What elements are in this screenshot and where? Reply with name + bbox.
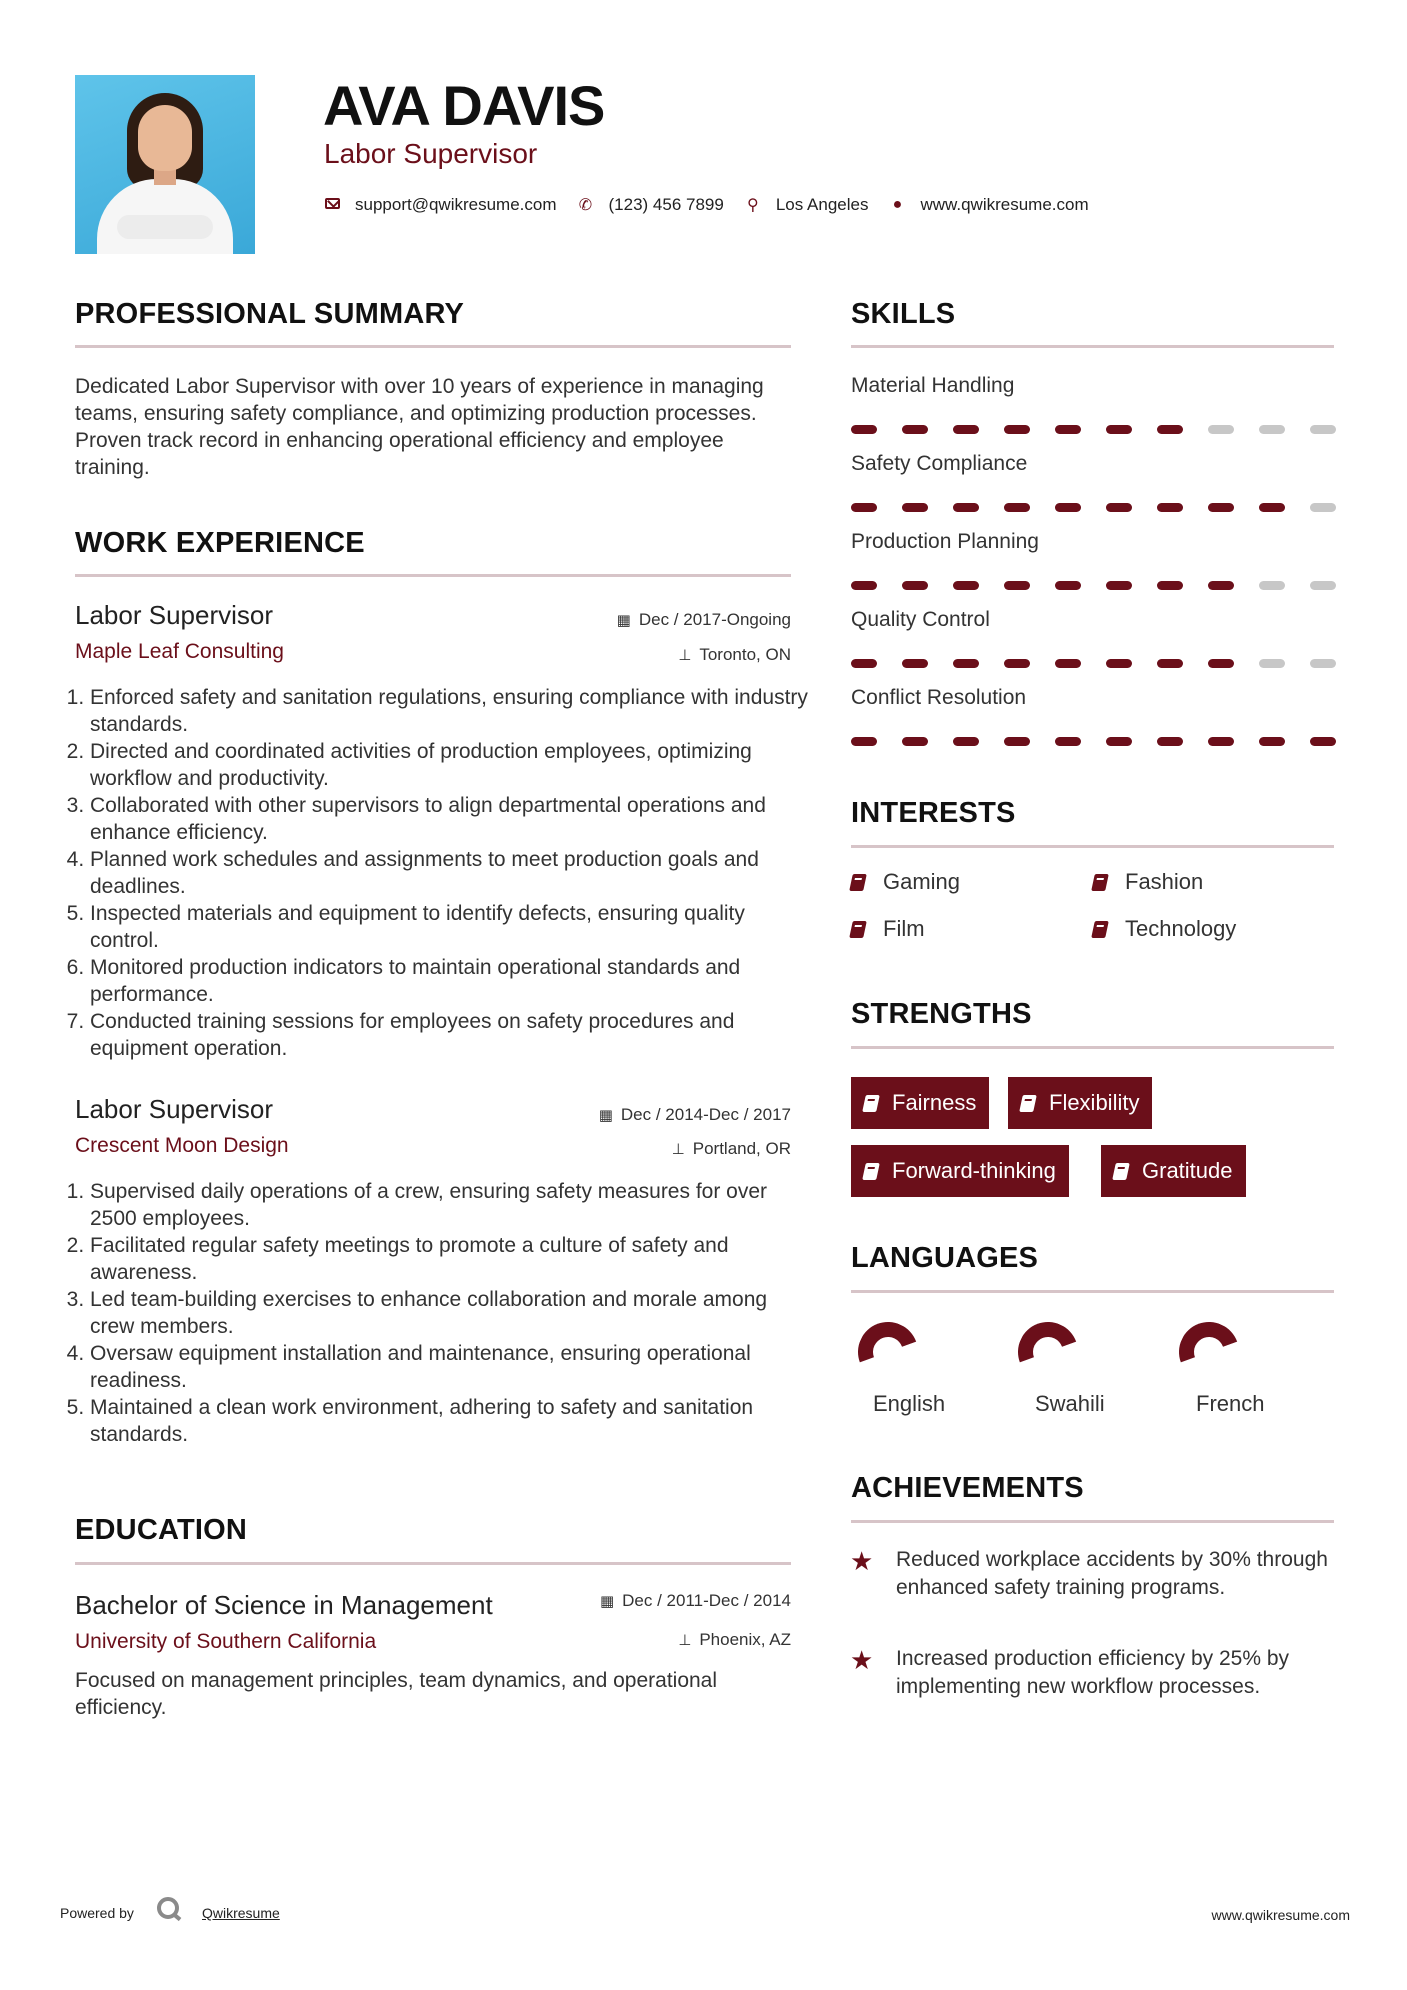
- skill-dot-empty: [1310, 581, 1336, 590]
- skill-dot-filled: [1106, 503, 1132, 512]
- language-label: Swahili: [1035, 1391, 1105, 1416]
- interests-heading: INTERESTS: [851, 797, 1016, 829]
- calendar-icon: ▦: [616, 612, 631, 629]
- book-icon: [1091, 874, 1109, 891]
- strength-tag: [1101, 1145, 1246, 1197]
- job-location-text: Toronto, ON: [699, 645, 791, 664]
- interest-item: [851, 869, 960, 895]
- strength-label: Forward-thinking: [892, 1158, 1056, 1183]
- degree-title: Bachelor of Science in Management: [75, 1590, 493, 1620]
- experience-divider: [75, 574, 791, 577]
- skill-dot-filled: [953, 425, 979, 434]
- languages-heading: LANGUAGES: [851, 1242, 1039, 1274]
- book-icon: [849, 921, 867, 938]
- education-description: Focused on management principles, team dynamics, and operational efficiency.: [75, 1669, 718, 1719]
- language-proficiency-ring: [1008, 1312, 1088, 1392]
- achievements-divider: [851, 1520, 1334, 1523]
- skill-dot-filled: [1157, 737, 1183, 746]
- contact-email[interactable]: [323, 195, 557, 215]
- profile-photo: [75, 75, 255, 254]
- skill-dot-filled: [902, 659, 928, 668]
- strength-tag: [851, 1077, 989, 1129]
- education-location-text: Phoenix, AZ: [699, 1630, 791, 1649]
- list-item: 6. Monitored production indicators to maintain operational standards and performance.: [90, 954, 809, 1008]
- skill-dot-filled: [1157, 425, 1183, 434]
- list-item: 7. Conducted training sessions for employees on safety procedures and equipment operation.: [90, 1008, 809, 1062]
- star-icon: ★: [850, 1546, 874, 1576]
- skill-meter: [851, 425, 1336, 434]
- skill-dot-empty: [1310, 425, 1336, 434]
- interest-label: Gaming: [883, 869, 961, 894]
- education-dates-text: Dec / 2011-Dec / 2014: [622, 1591, 791, 1610]
- job-company: Maple Leaf Consulting: [75, 640, 284, 663]
- interest-label: Fashion: [1125, 869, 1204, 894]
- skill-dot-filled: [902, 737, 928, 746]
- skill-dot-filled: [851, 503, 877, 512]
- star-icon: ★: [850, 1645, 874, 1675]
- skill-meter: [851, 581, 1336, 590]
- skill-meter: [851, 503, 1336, 512]
- language-label: French: [1196, 1391, 1265, 1416]
- skill-dot-filled: [1004, 659, 1030, 668]
- job-dates-text: Dec / 2017-Ongoing: [638, 610, 791, 629]
- footer-website[interactable]: www.qwikresume.com: [1211, 1907, 1350, 1923]
- education-divider: [75, 1562, 791, 1565]
- skill-dot-filled: [1004, 503, 1030, 512]
- skill-dot-filled: [1106, 659, 1132, 668]
- interest-item: [1093, 869, 1203, 895]
- skill-dot-filled: [1208, 503, 1234, 512]
- skill-dot-filled: [1055, 659, 1081, 668]
- pin-icon: ⊥: [678, 647, 692, 664]
- contact-bar: [323, 193, 1109, 217]
- job-title: Labor Supervisor: [75, 600, 273, 630]
- achievement-text: Increased production efficiency by 25% by implementing new workflow processes.: [896, 1647, 1290, 1698]
- strengths-divider: [851, 1046, 1334, 1049]
- strength-tag: [1008, 1077, 1152, 1129]
- strength-tag: [851, 1145, 1069, 1197]
- skill-meter: [851, 659, 1336, 668]
- skill-dot-filled: [1310, 737, 1336, 746]
- pin-icon: ⊥: [678, 1632, 692, 1649]
- summary-divider: [75, 345, 791, 348]
- qwikresume-logo-icon: [157, 1897, 179, 1919]
- qwikresume-link[interactable]: Qwikresume: [202, 1905, 280, 1921]
- book-icon: [849, 874, 867, 891]
- skill-dot-empty: [1259, 425, 1285, 434]
- strength-label: Flexibility: [1049, 1090, 1140, 1115]
- envelope-icon: [323, 196, 341, 214]
- job-location-text: Portland, OR: [692, 1139, 791, 1158]
- job-dates: [617, 610, 791, 630]
- skill-dot-filled: [851, 581, 877, 590]
- skill-dot-filled: [1259, 737, 1285, 746]
- skill-dot-filled: [1055, 425, 1081, 434]
- interest-label: Film: [883, 916, 925, 941]
- skill-dot-filled: [1055, 503, 1081, 512]
- skill-dot-filled: [1055, 581, 1081, 590]
- skill-dot-empty: [1310, 503, 1336, 512]
- list-item: 4. Planned work schedules and assignments to meet production goals and deadlines.: [90, 846, 809, 900]
- skill-dot-filled: [1106, 425, 1132, 434]
- skill-dot-filled: [1259, 503, 1285, 512]
- skills-heading: SKILLS: [851, 298, 956, 330]
- education-heading: EDUCATION: [75, 1514, 248, 1546]
- skill-meter: [851, 737, 1336, 746]
- skill-dot-filled: [1004, 581, 1030, 590]
- map-pin-icon: ⚲: [746, 197, 759, 214]
- book-icon: [862, 1095, 880, 1112]
- skill-dot-filled: [1157, 581, 1183, 590]
- skill-dot-filled: [1106, 581, 1132, 590]
- job-location: [672, 1139, 791, 1159]
- job-bullets: [72, 1178, 809, 1448]
- experience-heading: WORK EXPERIENCE: [75, 527, 365, 559]
- list-item: 2. Facilitated regular safety meetings to promote a culture of safety and awareness.: [90, 1232, 809, 1286]
- pin-icon: ⊥: [671, 1141, 685, 1158]
- powered-by-label: Powered by: [60, 1905, 134, 1921]
- strength-label: Gratitude: [1142, 1158, 1233, 1183]
- list-item: 1. Supervised daily operations of a crew, ensuring safety measures for over 2500 employees.: [90, 1178, 809, 1232]
- skill-dot-filled: [1157, 659, 1183, 668]
- book-icon: [862, 1163, 880, 1180]
- skill-dot-filled: [851, 659, 877, 668]
- interests-divider: [851, 845, 1334, 848]
- job-dates: [599, 1105, 791, 1125]
- strength-label: Fairness: [892, 1090, 977, 1115]
- skill-label: Conflict Resolution: [851, 686, 1027, 709]
- book-icon: [1091, 921, 1109, 938]
- skill-label: Material Handling: [851, 374, 1015, 397]
- phone-text: (123) 456 7899: [608, 195, 724, 214]
- summary-text: Dedicated Labor Supervisor with over 10 years of experience in managing teams, ensuring safety compliance, and optimizing production processes. Proven track record in enhancing operational efficiency and employee training.: [75, 375, 764, 479]
- contact-location: [744, 195, 869, 215]
- skill-dot-empty: [1259, 581, 1285, 590]
- skill-dot-filled: [902, 425, 928, 434]
- candidate-name: AVA DAVIS: [323, 74, 605, 137]
- list-item: 5. Inspected materials and equipment to identify defects, ensuring quality control.: [90, 900, 809, 954]
- interest-label: Technology: [1125, 916, 1237, 941]
- skill-dot-filled: [851, 737, 877, 746]
- skill-dot-empty: [1310, 659, 1336, 668]
- skill-dot-filled: [953, 737, 979, 746]
- language-label: English: [873, 1391, 946, 1416]
- skill-dot-filled: [1055, 737, 1081, 746]
- list-item: 4. Oversaw equipment installation and maintenance, ensuring operational readiness.: [90, 1340, 809, 1394]
- list-item: 2. Directed and coordinated activities of production employees, optimizing workflow and productivity.: [90, 738, 809, 792]
- list-item: 1. Enforced safety and sanitation regulations, ensuring compliance with industry standards.: [90, 684, 809, 738]
- skill-dot-filled: [953, 659, 979, 668]
- contact-website[interactable]: [888, 195, 1088, 215]
- skill-dot-filled: [1157, 503, 1183, 512]
- job-title: Labor Supervisor: [75, 1094, 273, 1124]
- interest-item: [1093, 916, 1236, 942]
- job-location: [678, 645, 791, 665]
- skill-dot-filled: [1004, 737, 1030, 746]
- skill-dot-filled: [953, 503, 979, 512]
- list-item: 5. Maintained a clean work environment, adhering to safety and sanitation standards.: [90, 1394, 809, 1448]
- skill-dot-filled: [902, 581, 928, 590]
- achievements-heading: ACHIEVEMENTS: [851, 1472, 1084, 1504]
- skill-dot-filled: [1208, 581, 1234, 590]
- candidate-title: Labor Supervisor: [324, 138, 538, 169]
- list-item: 3. Led team-building exercises to enhance collaboration and morale among crew members.: [90, 1286, 809, 1340]
- job-dates-text: Dec / 2014-Dec / 2017: [620, 1105, 791, 1124]
- location-text: Los Angeles: [775, 195, 869, 214]
- skill-dot-empty: [1259, 659, 1285, 668]
- skill-dot-filled: [851, 425, 877, 434]
- skill-dot-filled: [902, 503, 928, 512]
- calendar-icon: ▦: [599, 1593, 615, 1610]
- job-bullets: [72, 684, 809, 1062]
- skill-dot-filled: [1208, 659, 1234, 668]
- job-company: Crescent Moon Design: [75, 1134, 289, 1157]
- education-location: [678, 1630, 791, 1650]
- language-proficiency-ring: [848, 1312, 928, 1392]
- strengths-heading: STRENGTHS: [851, 998, 1032, 1030]
- book-icon: [1019, 1095, 1037, 1112]
- skill-dot-filled: [1106, 737, 1132, 746]
- skill-dot-filled: [953, 581, 979, 590]
- skill-label: Production Planning: [851, 530, 1039, 553]
- education-dates: [600, 1591, 791, 1611]
- contact-phone[interactable]: [577, 195, 724, 215]
- skill-label: Quality Control: [851, 608, 990, 631]
- phone-icon: ✆: [578, 197, 593, 214]
- school-name: University of Southern California: [75, 1630, 377, 1653]
- interest-item: [851, 916, 925, 942]
- skill-dot-empty: [1208, 425, 1234, 434]
- skill-dot-filled: [1208, 737, 1234, 746]
- skill-dot-filled: [1004, 425, 1030, 434]
- achievement-text: Reduced workplace accidents by 30% through enhanced safety training programs.: [896, 1548, 1328, 1599]
- skills-divider: [851, 345, 1334, 348]
- languages-divider: [851, 1290, 1334, 1293]
- summary-heading: PROFESSIONAL SUMMARY: [75, 298, 465, 330]
- email-text: support@qwikresume.com: [355, 195, 557, 214]
- skill-label: Safety Compliance: [851, 452, 1028, 475]
- website-text: www.qwikresume.com: [920, 195, 1089, 214]
- list-item: 3. Collaborated with other supervisors to align departmental operations and enhance efficiency.: [90, 792, 809, 846]
- book-icon: [1112, 1163, 1130, 1180]
- globe-icon: ●: [892, 196, 903, 213]
- language-proficiency-ring: [1169, 1312, 1249, 1392]
- calendar-icon: ▦: [598, 1107, 613, 1124]
